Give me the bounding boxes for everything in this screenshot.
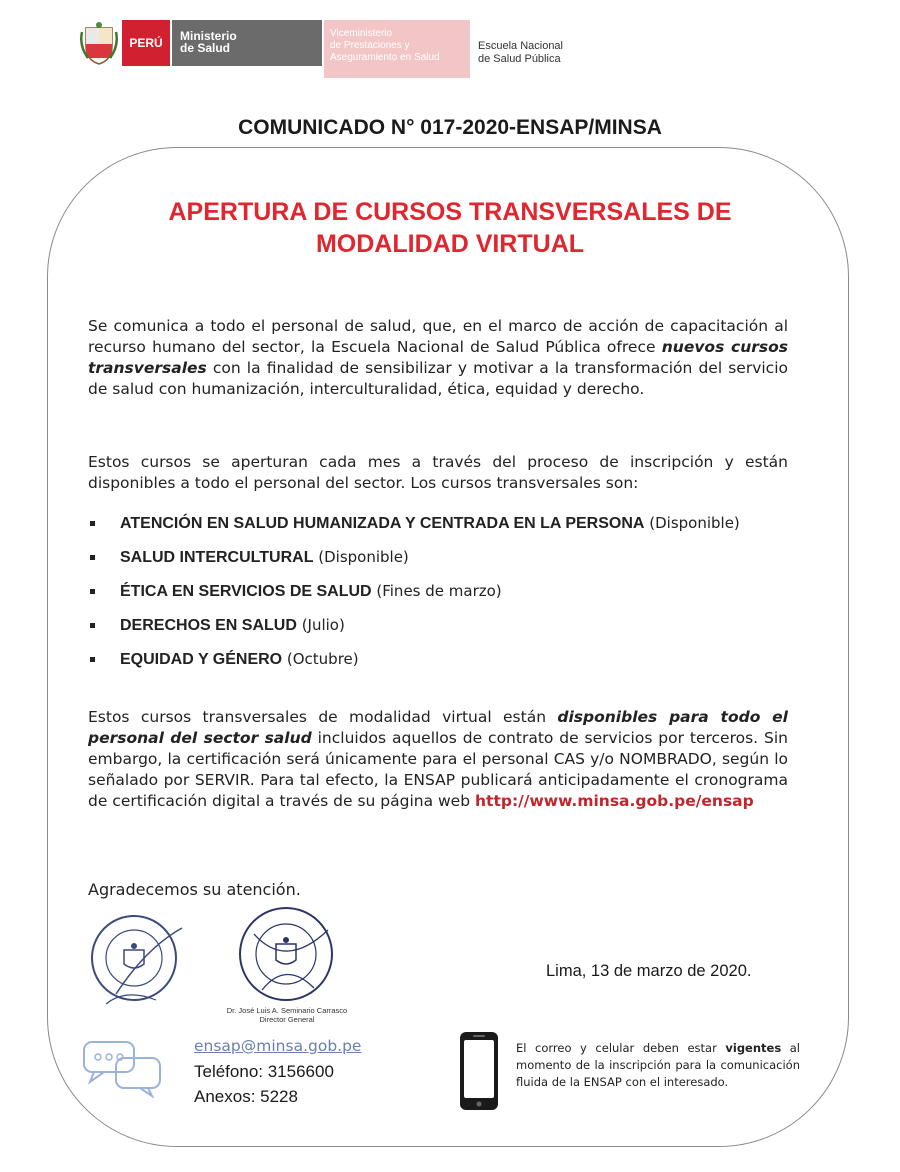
highlight-new-courses: nuevos cursos transversales bbox=[88, 338, 788, 377]
mobile-phone-icon bbox=[458, 1030, 500, 1112]
peru-coat-of-arms-icon bbox=[80, 22, 118, 66]
school-seal-icon bbox=[86, 908, 186, 1008]
phone-number: Teléfono: 3156600 bbox=[194, 1062, 334, 1081]
main-heading-line-1: APERTURA DE CURSOS TRANSVERSALES DE bbox=[168, 198, 732, 226]
highlight-availability: disponibles para todo el personal del sector salud bbox=[88, 708, 788, 747]
header-logos bbox=[80, 16, 580, 72]
courses-intro-paragraph: Estos cursos se aperturan cada mes a través del proceso de inscripción y están disponibles a todo el personal del sector. Los cursos transversales son: bbox=[88, 453, 788, 492]
escuela-label: Escuela Nacional de Salud Pública bbox=[478, 40, 563, 65]
email-link[interactable]: ensap@minsa.gob.pe bbox=[194, 1037, 362, 1055]
course-list bbox=[88, 510, 808, 680]
main-heading bbox=[0, 196, 900, 260]
availability-paragraph: Estos cursos transversales de modalidad virtual están disponibles para todo el personal del sector salud incluidos aquellos de contrato de servicios por terceros. Sin embargo, la certificación será únicamente para el personal CAS y/o NOMBRADO, según lo señalado por SERVIR. Para tal efecto, la ENSAP publicará anticipadamente el cronograma de certificación digital a través de su página web http://www.minsa.gob.pe/ensap bbox=[88, 708, 788, 810]
ensap-website-link[interactable]: http://www.minsa.gob.pe/ensap bbox=[475, 792, 754, 810]
main-heading-line-2: MODALIDAD VIRTUAL bbox=[315, 230, 585, 258]
viceministerio-label: Viceministerio de Prestaciones y Aseguramiento en Salud bbox=[324, 20, 470, 78]
signature-caption bbox=[224, 1006, 350, 1024]
list-item: DERECHOS EN SALUD (Julio) bbox=[88, 612, 808, 646]
chat-bubble-icon bbox=[80, 1036, 164, 1098]
ministry-seal-icon bbox=[232, 900, 340, 1008]
list-item: SALUD INTERCULTURAL (Disponible) bbox=[88, 544, 808, 578]
date-text: Lima, 13 de marzo de 2020. bbox=[546, 962, 752, 980]
ministerio-label: Ministerio de Salud bbox=[172, 20, 322, 66]
list-item: EQUIDAD Y GÉNERO (Octubre) bbox=[88, 646, 808, 680]
peru-label: PERÚ bbox=[122, 20, 170, 66]
list-item: ÉTICA EN SERVICIOS DE SALUD (Fines de marzo) bbox=[88, 578, 808, 612]
contact-note: El correo y celular deben estar vigentes al momento de la inscripción para la comunicación fluida de la ENSAP con el interesado. bbox=[516, 1041, 800, 1089]
signatory-name: Dr. José Luis A. Seminario Carrasco bbox=[226, 1006, 348, 1015]
contact-info bbox=[194, 1034, 361, 1109]
document-title: COMUNICADO N° 017-2020-ENSAP/MINSA bbox=[238, 116, 662, 139]
intro-paragraph: Se comunica a todo el personal de salud, que, en el marco de acción de capacitación al recurso humano del sector, la Escuela Nacional de Salud Pública ofrece nuevos cursos transversales con la finalidad de sensibilizar y motivar a la transformación del servicio de salud con humanización, interculturalidad, ética, equidad y derecho. bbox=[88, 317, 788, 398]
list-item: ATENCIÓN EN SALUD HUMANIZADA Y CENTRADA EN LA PERSONA (Disponible) bbox=[88, 510, 808, 544]
signatory-role: Director General bbox=[259, 1015, 315, 1024]
extension-number: Anexos: 5228 bbox=[194, 1087, 298, 1106]
thanks-text: Agradecemos su atención. bbox=[88, 880, 301, 899]
